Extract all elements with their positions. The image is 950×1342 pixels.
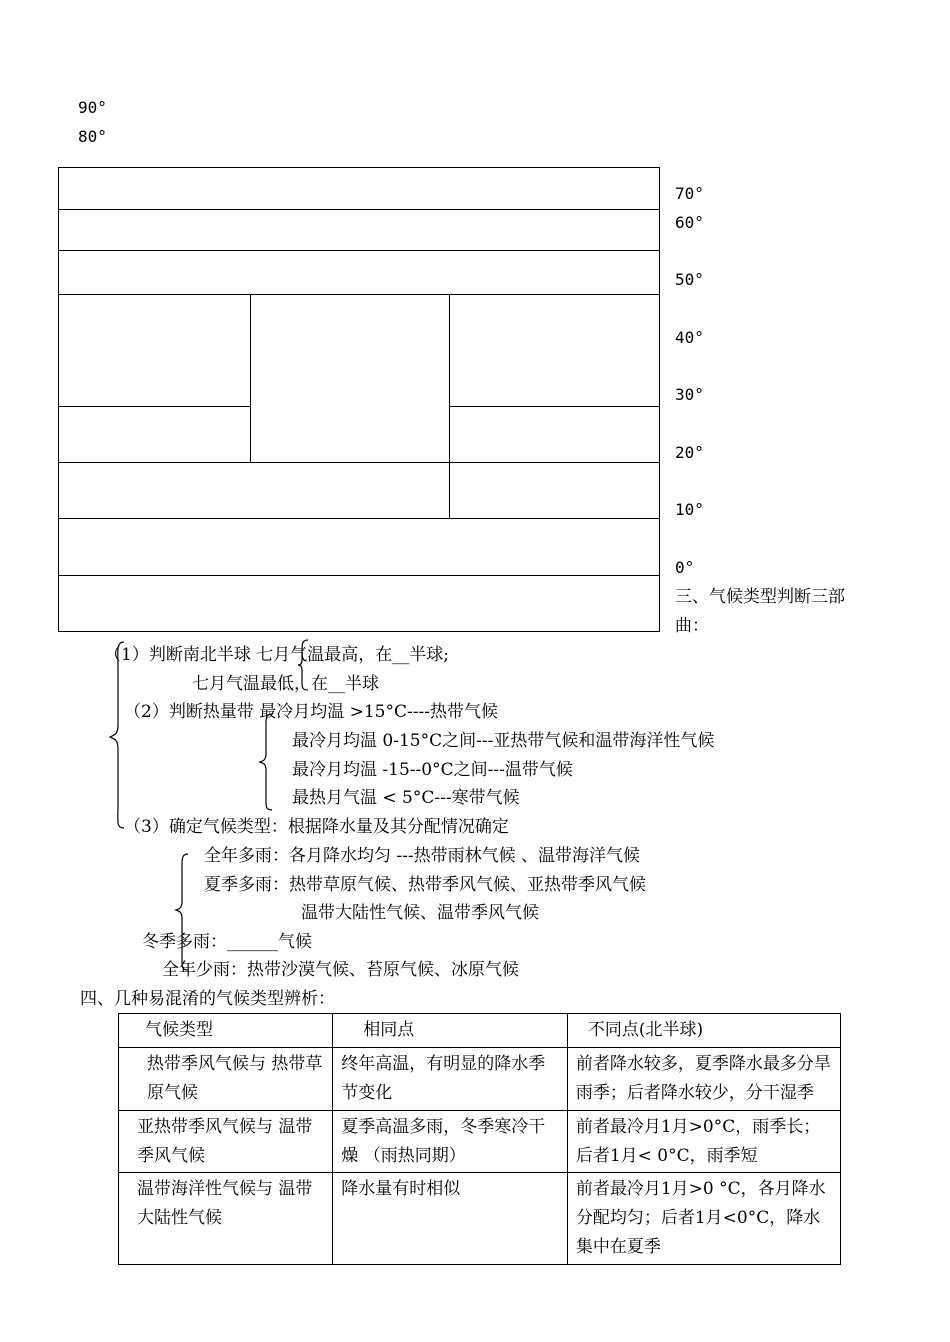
table-header-cell: 不同点(北半球) — [567, 1014, 840, 1048]
step-1-text: （1）判断南北半球 七月气温最高，在__半球; — [104, 645, 449, 665]
table-row — [119, 1047, 841, 1110]
table-header-row — [119, 1014, 841, 1048]
table-header-cell: 气候类型 — [119, 1014, 333, 1048]
step-2-item: 最冷月均温 -15--0°C之间---温带气候 — [292, 760, 573, 780]
table-cell: 前者最冷月1月>0°C，雨季长；后者1月< 0°C，雨季短 — [567, 1110, 840, 1173]
table-header-cell: 相同点 — [333, 1014, 568, 1048]
latitude-label-70: 70° — [675, 184, 704, 203]
grid-line — [58, 462, 660, 463]
climate-zone-grid — [58, 167, 660, 632]
table-row — [119, 1173, 841, 1265]
grid-line — [449, 294, 450, 518]
section-4-title: 四、几种易混淆的气候类型辨析： — [80, 989, 335, 1009]
step-3-text: （3）确定气候类型：根据降水量及其分配情况确定 — [124, 817, 509, 837]
step-2-item: 最热月气温 < 5°C---寒带气候 — [292, 788, 520, 808]
grid-line — [58, 518, 660, 519]
brace-icon — [108, 640, 128, 830]
latitude-label-50: 50° — [675, 270, 704, 289]
table-cell: 夏季高温多雨，冬季寒冷干燥 （雨热同期） — [333, 1110, 568, 1173]
grid-line — [250, 294, 251, 462]
table-cell: 亚热带季风气候与 温带季风气候 — [119, 1110, 333, 1173]
table-cell: 前者降水较多，夏季降水最多分旱雨季；后者降水较少，分干湿季 — [567, 1047, 840, 1110]
rain-item: 全年多雨：各月降水均匀 ---热带雨林气候 、温带海洋气候 — [204, 846, 641, 866]
step-2-text: （2）判断热量带 最冷月均温 >15°C----热带气候 — [124, 702, 498, 722]
table-cell: 温带海洋性气候与 温带大陆性气候 — [119, 1173, 333, 1265]
step-1-text-b: 七月气温最低，在__半球 — [192, 674, 379, 694]
latitude-label-20: 20° — [675, 443, 704, 462]
latitude-label-90: 90° — [78, 98, 107, 117]
brace-icon — [174, 852, 190, 972]
rain-item: 夏季多雨：热带草原气候、热带季风气候、亚热带季风气候 — [204, 875, 646, 895]
grid-line — [450, 406, 660, 407]
comparison-table — [118, 1013, 841, 1265]
grid-line — [58, 406, 250, 407]
grid-line — [58, 294, 660, 295]
section-3-title: 三、气候类型判断三部 — [675, 587, 845, 607]
rain-item: 冬季多雨：______气候 — [142, 932, 312, 952]
latitude-label-30: 30° — [675, 385, 704, 404]
latitude-label-80: 80° — [78, 127, 107, 146]
grid-line — [58, 209, 660, 210]
grid-line — [58, 575, 660, 576]
latitude-label-60: 60° — [675, 213, 704, 232]
rain-item: 全年少雨：热带沙漠气候、苔原气候、冰原气候 — [162, 960, 519, 980]
section-3-title-cont: 曲： — [675, 616, 709, 636]
table-cell: 热带季风气候与 热带草原气候 — [119, 1047, 333, 1110]
table-cell: 降水量有时相似 — [333, 1173, 568, 1265]
latitude-label-40: 40° — [675, 328, 704, 347]
table-cell: 终年高温，有明显的降水季节变化 — [333, 1047, 568, 1110]
latitude-label-0: 0° — [675, 558, 695, 577]
table-row — [119, 1110, 841, 1173]
brace-icon — [258, 712, 274, 812]
grid-line — [58, 250, 660, 251]
table-cell: 前者最冷月1月>0 °C，各月降水分配均匀；后者1月<0°C，降水集中在夏季 — [567, 1173, 840, 1265]
step-2-item: 最冷月均温 0-15°C之间---亚热带气候和温带海洋性气候 — [292, 731, 715, 751]
latitude-label-10: 10° — [675, 500, 704, 519]
rain-item: 温带大陆性气候、温带季风气候 — [301, 903, 539, 923]
